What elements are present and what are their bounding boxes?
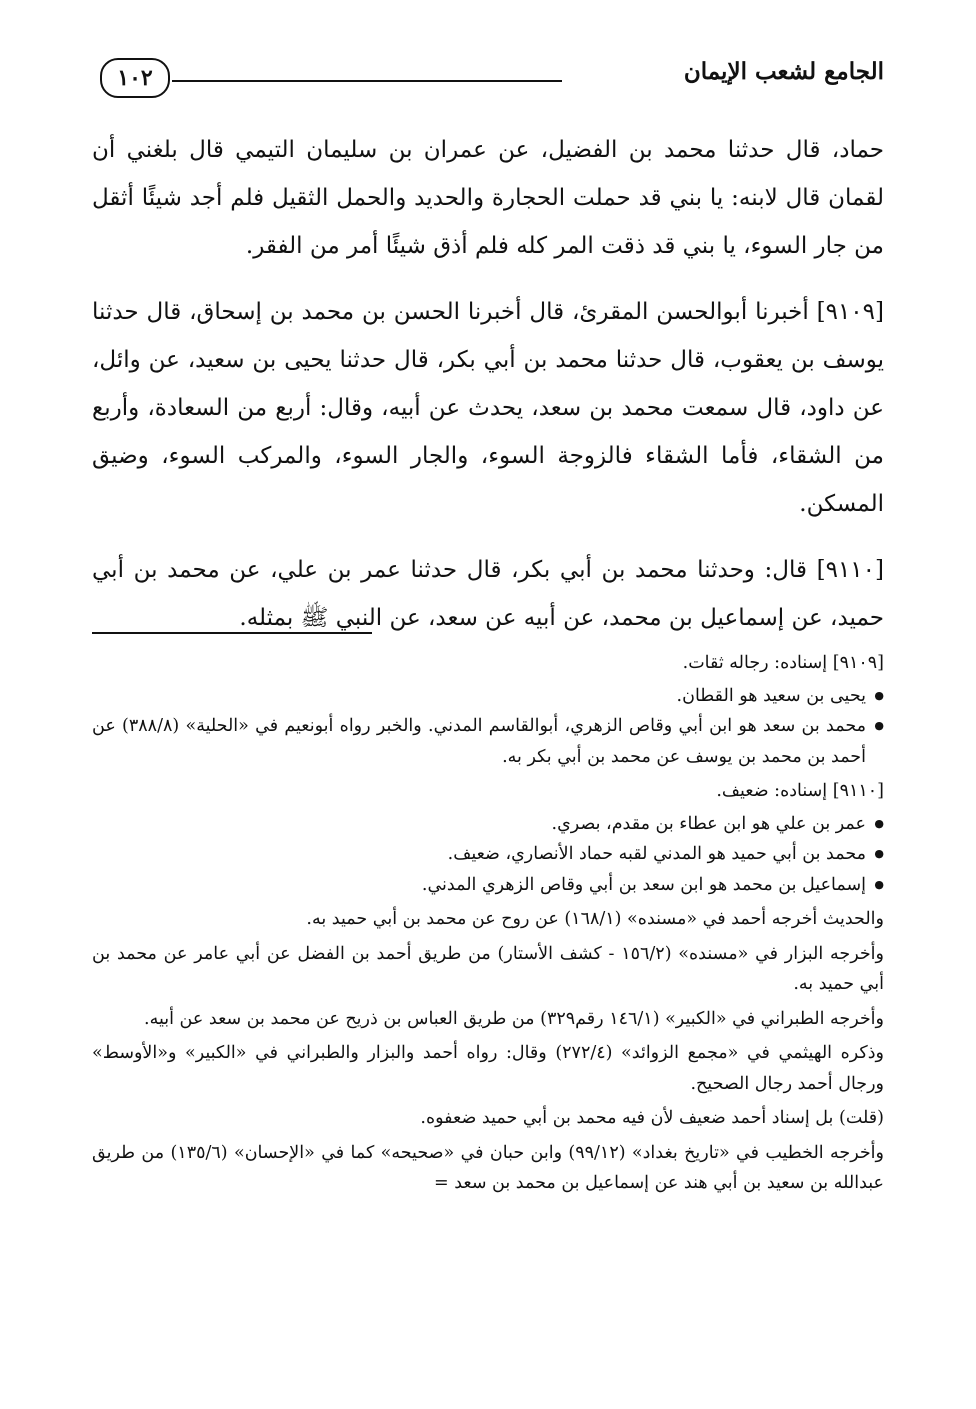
running-title: الجامع لشعب الإيمان — [683, 58, 884, 85]
footnotes — [92, 644, 884, 1203]
hadith-9110: [٩١١٠] قال: وحدثنا محمد بن أبي بكر، قال حدثنا عمر بن علي، عن محمد بن أبي حميد، عن إسماعيل بن محمد، عن أبيه عن سعد، عن النبي ﷺ بمثله. — [92, 557, 884, 631]
footnote-separator — [92, 632, 372, 634]
footnote-paragraph: وذكره الهيثمي في «مجمع الزوائد» (٢٧٢/٤) وقال: رواه أحمد والبزار والطبراني في «الكبير» و«الأوسط» ورجال أحمد رجال الصحيح. — [92, 1043, 884, 1094]
main-text — [92, 126, 884, 652]
footnote-paragraph: وأخرجه البزار في «مسنده» (١٥٦/٢ - كشف الأستار) من طريق أحمد بن الفضل عن أبي عامر عن محمد بن أبي حميد به. — [92, 943, 884, 994]
hadith-9109: [٩١٠٩] أخبرنا أبوالحسن المقرئ، قال أخبرنا الحسن بن محمد بن إسحاق، قال حدثنا يوسف بن يعقوب، قال حدثنا محمد بن أبي بكر، قال حدثنا يحيى بن سعيد، عن وائل، عن داود، قال سمعت محمد بن سعد، يحدث عن أبيه، وقال: أربع من السعادة، وأربع من الشقاء، فأما الشقاء فالزوجة السوء، والجار السوء، والمركب السوء، وضيق المسكن. — [92, 299, 884, 517]
footnote-item: ● محمد بن أبي حميد هو المدني لقبه حماد الأنصاري، ضعيف. — [92, 839, 884, 870]
footnote-list-9110 — [92, 809, 884, 901]
footnote-list-9109 — [92, 681, 884, 773]
footnote-item: ● يحيى بن سعيد هو القطان. — [92, 681, 884, 712]
footnote-head-9110: [٩١١٠] إسناده: ضعيف. — [716, 781, 884, 801]
page-header — [92, 52, 884, 110]
footnote-item: ● محمد بن سعد هو ابن أبي وقاص الزهري، أبوالقاسم المدني. والخبر رواه أبونعيم في «الحلية» (٣٨٨/٨) عن أحمد بن محمد بن يوسف عن محمد بن أبي بكر به. — [92, 711, 884, 772]
footnote-paragraph: وأخرجه الخطيب في «تاريخ بغداد» (٩٩/١٢) وابن حبان في «صحيحه» كما في «الإحسان» (١٣٥/٦) من طريق عبدالله بن سعيد بن أبي هند عن إسماعيل بن محمد بن سعد = — [92, 1142, 884, 1193]
main-paragraph: حماد، قال حدثنا محمد بن الفضيل، عن عمران بن سليمان التيمي قال بلغني أن لقمان قال لابنه: يا بني قد حملت الحجارة والحديد والحمل الثقيل فلم أجد شيئًا أثقل من جار السوء، يا بني قد ذقت المر كله فلم أذق شيئًا أمر من الفقر. — [92, 137, 884, 259]
footnote-item: ● إسماعيل بن محمد هو ابن سعد بن أبي وقاص الزهري المدني. — [92, 870, 884, 901]
page-number: ١٠٢ — [100, 58, 170, 98]
footnote-paragraph: (قلت) بل إسناد أحمد ضعيف لأن فيه محمد بن أبي حميد ضعفوه. — [420, 1108, 884, 1128]
footnote-paragraph: وأخرجه الطبراني في «الكبير» (١٤٦/١ رقم٣٢٩) من طريق العباس بن ذريح عن محمد بن سعد عن أبيه. — [144, 1008, 884, 1029]
footnote-item: ● عمر بن علي هو ابن عطاء بن مقدم، بصري. — [92, 809, 884, 840]
footnote-paragraph: والحديث أخرجه أحمد في «مسنده» (١٦٨/١) عن روح عن محمد بن أبي حميد به. — [306, 909, 884, 929]
footnote-head-9109: [٩١٠٩] إسناده: رجاله ثقات. — [682, 653, 884, 673]
header-rule — [172, 80, 562, 82]
